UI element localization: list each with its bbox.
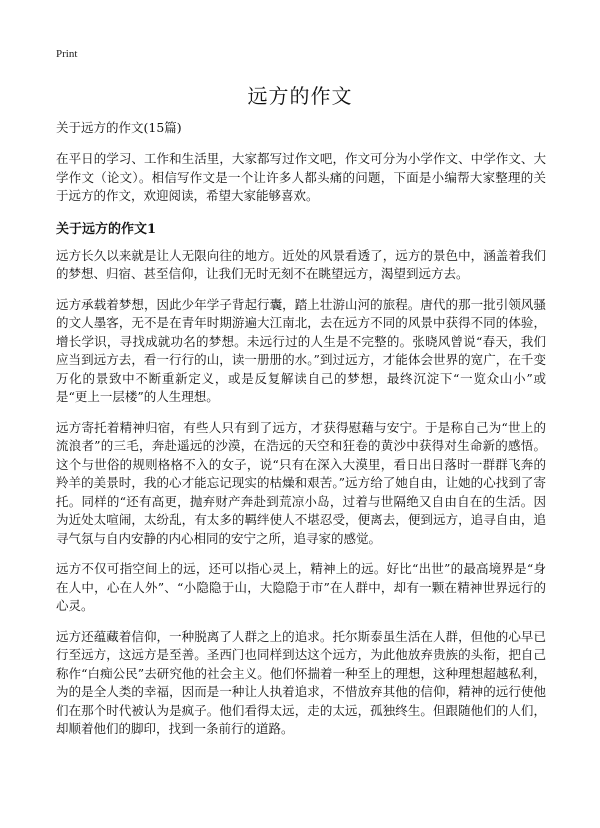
body-paragraph: 远方不仅可指空间上的远，还可以指心灵上，精神上的远。好比“出世”的最高境界是“身在人中，心在人外”、“小隐隐于山，大隐隐于市”在人群中，却有一颗在精神世界远行的心灵。 [56,561,546,613]
section-heading: 关于远方的作文1 [56,221,157,237]
article-body [56,118,546,751]
body-paragraph: 远方还蕴藏着信仰，一种脱离了人群之上的追求。托尔斯泰虽生活在人群，但他的心早已行至远方，这远方是至善。圣西门也同样到达这个远方，为此他放弃贵族的头衔，把自己称作“白痴公民”去研究他的社会主义。他们怀揣着一种至上的理想，这种理想超越私利，为的是全人类的幸福，因而是一种让人执着追求，不惜放弃其他的信仰，精神的远行使他们在那个时代被认为是疯子。他们看得太远，走的太远，孤独终生。但跟随他们的人们，却顺着他们的脚印，找到一条前行的道路。 [56,628,546,736]
body-paragraph: 远方寄托着精神归宿，有些人只有到了远方，才获得慰藉与安宁。于是称自己为“世上的流浪者”的三毛，奔赴遥远的沙漠，在浩远的天空和狂卷的黄沙中获得对生命新的感悟。这个与世俗的规则格格不入的女子，说“只有在深入大漠里，看日出日落时一群群飞奔的羚羊的美景时，我的心才能忘记现实的枯燥和艰苦。”远方给了她自由，让她的心找到了寄托。同样的“还有高更，抛弃财产奔赴到荒凉小岛，过着与世隔绝又自由自在的生活。因为近处太喧闹，太纷乱，有太多的羁绊使人不堪忍受，便离去，便到远方，追寻自由，追寻气氛与自内安静的内心相同的安宁之所，追寻家的感觉。 [56,419,546,546]
body-paragraph: 远方承载着梦想，因此少年学子背起行囊，踏上壮游山河的旅程。唐代的那一批引领风骚的文人墨客，无不是在青年时期游遍大江南北，去在远方不同的风景中获得不同的体验，增长学识，寻找成就功名的梦想。未远行过的人生是不完整的。张晓风曾说“春天，我们应当到远方去，看一行行的山，读一册册的水。”到过远方，才能体会世界的宽广，在千变万化的景致中不断重新定义，或是反复解读自己的梦想，最终沉淀下“一览众山小”或是“更上一层楼”的人生理想。 [56,296,546,404]
intro-paragraph: 在平日的学习、工作和生活里，大家都写过作文吧，作文可分为小学作文、中学作文、大学作文（论文）。相信写作文是一个让许多人都头痛的问题，下面是小编帮大家整理的关于远方的作文，欢迎阅读，希望大家能够喜欢。 [56,151,546,203]
body-paragraph: 远方长久以来就是让人无限向往的地方。近处的风景看透了，远方的景色中，涵盖着我们的梦想、归宿、甚至信仰，让我们无时无刻不在眺望远方，渴望到远方去。 [56,247,546,281]
print-link[interactable]: Print [56,48,78,60]
article-subtitle: 关于远方的作文(15篇) [56,120,182,135]
page-title: 远方的作文 [247,84,353,108]
